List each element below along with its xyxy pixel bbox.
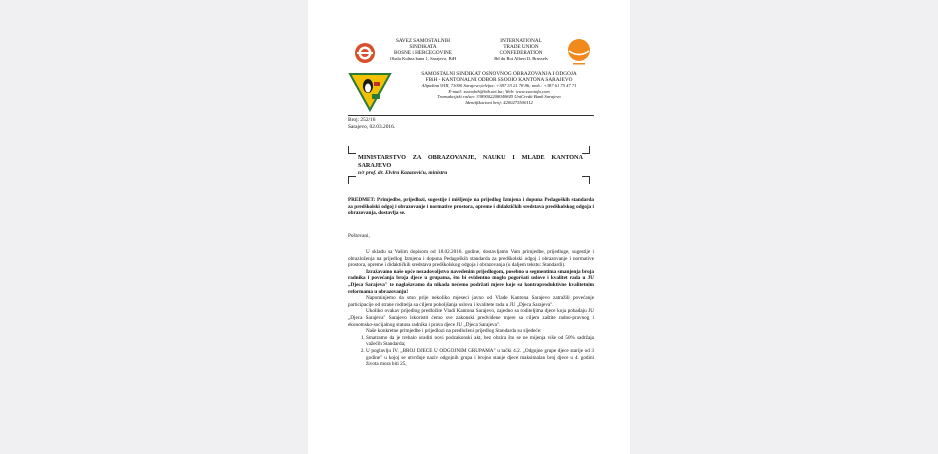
right-org-line: TRADE UNION <box>503 44 539 50</box>
contact-line: Identifikacioni broj: 4200275500112 <box>465 99 533 105</box>
address-corner-mark <box>582 176 590 184</box>
left-org-line: SINDIKATA <box>409 44 437 50</box>
contact-line: Transakcijski račun: 3389002208040845 UniCredit Bank Sarajevo <box>437 94 561 100</box>
left-org-block <box>388 38 458 62</box>
reference-date: Sarajevo, 02.03.2016. <box>348 124 396 130</box>
reference-block <box>348 117 395 131</box>
address-corner-mark <box>348 176 356 184</box>
greeting: Poštovani, <box>348 233 370 239</box>
paragraph: Napominjemo da smo prije nekoliko mjeseci javno od Vlade Kantona Sarajevo zatražili povećanje participacije od strane roditelja sa ciljem poboljšanja uslova i kvalitete rada u JU „Djeca Sarajeva". <box>348 295 594 308</box>
address-corner-mark <box>582 146 590 154</box>
right-org-line: CONFEDERATION <box>499 50 543 56</box>
left-org-line: BOSNE i HERCEGOVINE <box>394 50 452 56</box>
left-org-line: SAVEZ SAMOSTALNIH <box>395 38 451 44</box>
contact-line: E-mail: ssooobih@bih.net.ba; Web: www.ssooiofa.com <box>448 88 550 94</box>
left-org-address: Obala Kulina bana 1, Sarajevo, BiH <box>389 56 457 61</box>
contact-line: Alipašina 9/III, 71000 Sarajevo;telefax: +387 33 21 78 86; mob.: +387 61 75 47 71 <box>421 83 577 88</box>
paragraph: Ukoliko ovakav prijedlog predložite Vladi Kantona Sarajevo, zajedno sa roditeljima djece koja pohađaju JU „Djeca Sarajeva" Sarajevo iskoristit ćemo sve zakonski predviđene mjere sa ciljem zaštite radno-pravnog i ekonomsko-socijalnog statusa radnika i prava djece JU „Djeca Sarajeva". <box>348 308 594 328</box>
paragraph: Naše konkretne primjedbe i prijedlozi na predloženi prijedlog Standarda su sljedeće: <box>366 328 542 335</box>
remarks-list <box>348 335 594 368</box>
subject: PREDMET: Primjedbe, prijedlozi, sugestije i mišljenje na prijedlog Izmjena i dopuna Pedagoških standarda za predškolski odgoj i obrazovanje i normative prostora, opreme i didaktičkih sredstava predškolskog odgoja i obrazovanja, dostavlja se. <box>348 197 594 217</box>
address-corner-mark <box>348 146 356 154</box>
header-divider <box>348 115 594 116</box>
sss-bih-logo-icon <box>354 42 376 64</box>
paragraph: U skladu sa Vašim dopisom od 18.02.2016. godine, dostavljamo Vam primjedbe, prijedloge, sugestije i obrazloženja na prijedlog Izmjena i dopuna Pedagoških standarda za predškolski odgoj i obrazovanje i normative prostora, opreme i didaktičkih sredstava predškolskog odgoja i obrazovanja (u daljem tekstu: Standardi). <box>348 249 594 269</box>
letter-body <box>348 249 594 368</box>
ituc-logo-icon <box>566 38 592 66</box>
list-item: 2. U poglavlju IV. „BROJ DJECE U ODGOJNIM GRUPAMA" u tački 4.2. „Odgojne grupe djece starije od 3 godine" u kojoj se utvrđuje naziv odgojnih grupa i brojno stanje djece maksimalan broj djece u 4. godini života mora biti 25, <box>366 348 594 368</box>
right-org-line: INTERNATIONAL <box>500 38 542 44</box>
list-item: 1. Smatramo da je trebalo uraditi novi podzakonski akt, bez obzira što se ne mijenja više od 50% sadržaja važećih Standarda; <box>366 335 594 348</box>
document-page <box>308 0 630 454</box>
right-org-block <box>486 38 556 62</box>
recipient-line: MINISTARSTVO ZA OBRAZOVANJE, NAUKU I MLADE KANTONA SARAJEVO <box>358 154 583 169</box>
union-name-line: SAMOSTALNI SINDIKAT OSNOVNOG OBRAZOVANJA I ODGOJA <box>421 71 577 77</box>
union-name-line: FBiH - KANTONALNI ODBOR SSOOIO KANTONA SARAJEVO <box>425 77 573 83</box>
reference-number: Broj: 252/16 <box>348 117 376 123</box>
union-info-block <box>404 71 594 105</box>
right-org-address: Bd du Roi Albert II, Brussels <box>494 56 548 61</box>
paragraph: Izražavamo naše opće nezadovoljstvo navedenim prijedlogom, posebno u segmentima smanjenja broja radnika i povećanja broja djece u grupama, što bi evidentno moglo pogoršati uslove i kvalitet rada u JU „Djeca Sarajeva" te naglašavamo da nikada nećemo podržati mjere koje su kontraproduktivne kvalitetnim reformama u obrazovanju! <box>348 268 594 295</box>
ssooio-triangle-logo-icon <box>348 72 392 112</box>
recipient-attention: n/r prof. dr. Elviru Kazazoviću, ministru <box>358 170 448 176</box>
